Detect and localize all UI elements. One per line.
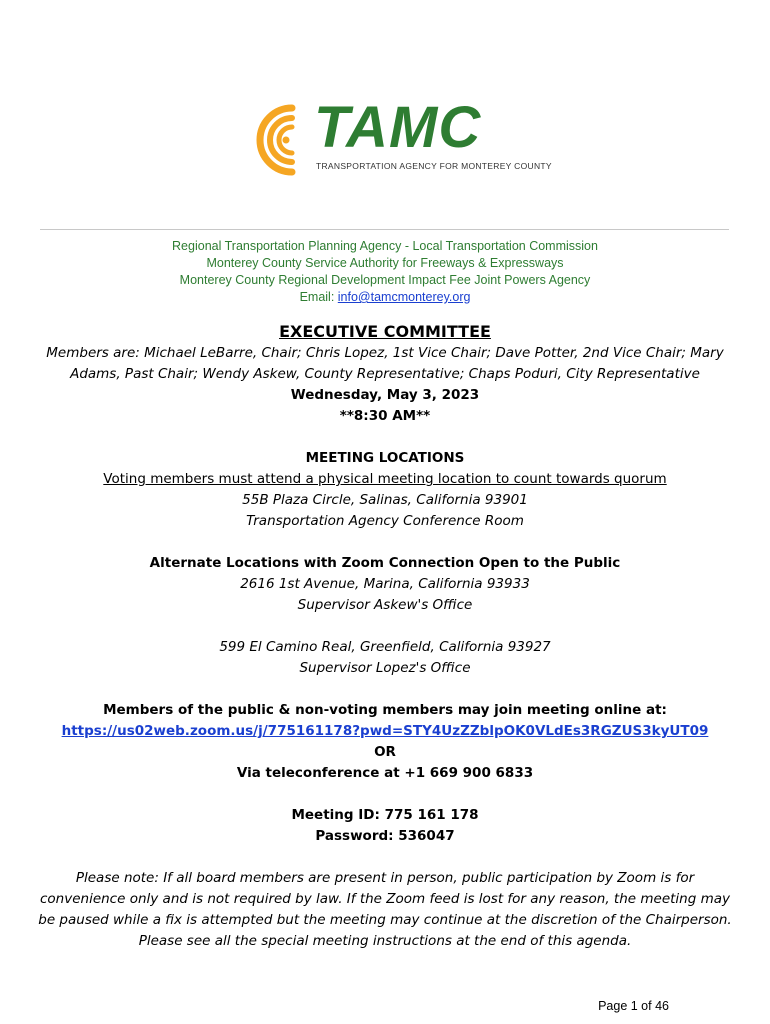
header-divider [40, 229, 729, 230]
zoom-link[interactable]: https://us02web.zoom.us/j/775161178?pwd=STY4UzZZblpOK0VLdEs3RGZUS3kyUT09 [61, 723, 709, 739]
alt1-address: 2616 1st Avenue, Marina, California 93933 [240, 576, 530, 592]
note-line: Please note: If all board members are present in person, public participation by Zoom is for [75, 870, 695, 886]
page-number: Page 1 of 46 [598, 999, 669, 1013]
email-label: Email: [299, 290, 335, 304]
note-line: convenience only and is not required by law. If the Zoom feed is lost for any reason, the meeting may [39, 891, 731, 907]
alt2-address: 599 El Camino Real, Greenfield, California 93927 [219, 639, 551, 655]
zoom-intro: Members of the public & non-voting members may join meeting online at: [103, 702, 667, 718]
agency-list [0, 238, 770, 306]
members-line: Adams, Past Chair; Wendy Askew, County Representative; Chaps Poduri, City Representative [70, 366, 700, 382]
primary-address: 55B Plaza Circle, Salinas, California 93901 [242, 492, 528, 508]
alt2-office: Supervisor Lopez's Office [299, 660, 471, 676]
alternate-heading: Alternate Locations with Zoom Connection Open to the Public [149, 555, 621, 571]
committee-title: EXECUTIVE COMMITTEE [279, 322, 491, 341]
teleconference-line: Via teleconference at +1 669 900 6833 [236, 765, 534, 781]
agency-line: Monterey County Regional Development Impact Fee Joint Powers Agency [179, 273, 591, 287]
agenda-body [30, 321, 740, 952]
meeting-id: Meeting ID: 775 161 178 [291, 807, 479, 823]
note-line: Please see all the special meeting instructions at the end of this agenda. [138, 933, 632, 949]
alt1-office: Supervisor Askew's Office [297, 597, 473, 613]
meeting-time: **8:30 AM** [339, 408, 431, 424]
meeting-date: Wednesday, May 3, 2023 [290, 387, 480, 403]
or-separator: OR [374, 744, 396, 760]
agency-line: Regional Transportation Planning Agency - Local Transportation Commission [172, 239, 598, 253]
primary-room: Transportation Agency Conference Room [246, 513, 524, 529]
logo-tagline: TRANSPORTATION AGENCY FOR MONTEREY COUNTY [316, 161, 552, 171]
note-line: be paused while a fix is attempted but the meeting may continue at the discretion of the Chairperson. [38, 912, 732, 928]
email-line [0, 289, 770, 306]
agency-line: Monterey County Service Authority for Freeways & Expressways [206, 256, 564, 270]
quorum-note: Voting members must attend a physical meeting location to count towards quorum [103, 471, 667, 487]
tamc-logo [242, 95, 552, 180]
logo-wordmark: TAMC [314, 95, 482, 160]
email-link[interactable]: info@tamcmonterey.org [337, 290, 471, 304]
concentric-arcs-icon [242, 100, 322, 180]
meeting-password: Password: 536047 [315, 828, 455, 844]
members-line: Members are: Michael LeBarre, Chair; Chris Lopez, 1st Vice Chair; Dave Potter, 2nd Vice Chair; Mary [46, 345, 724, 361]
locations-heading: MEETING LOCATIONS [305, 450, 465, 466]
